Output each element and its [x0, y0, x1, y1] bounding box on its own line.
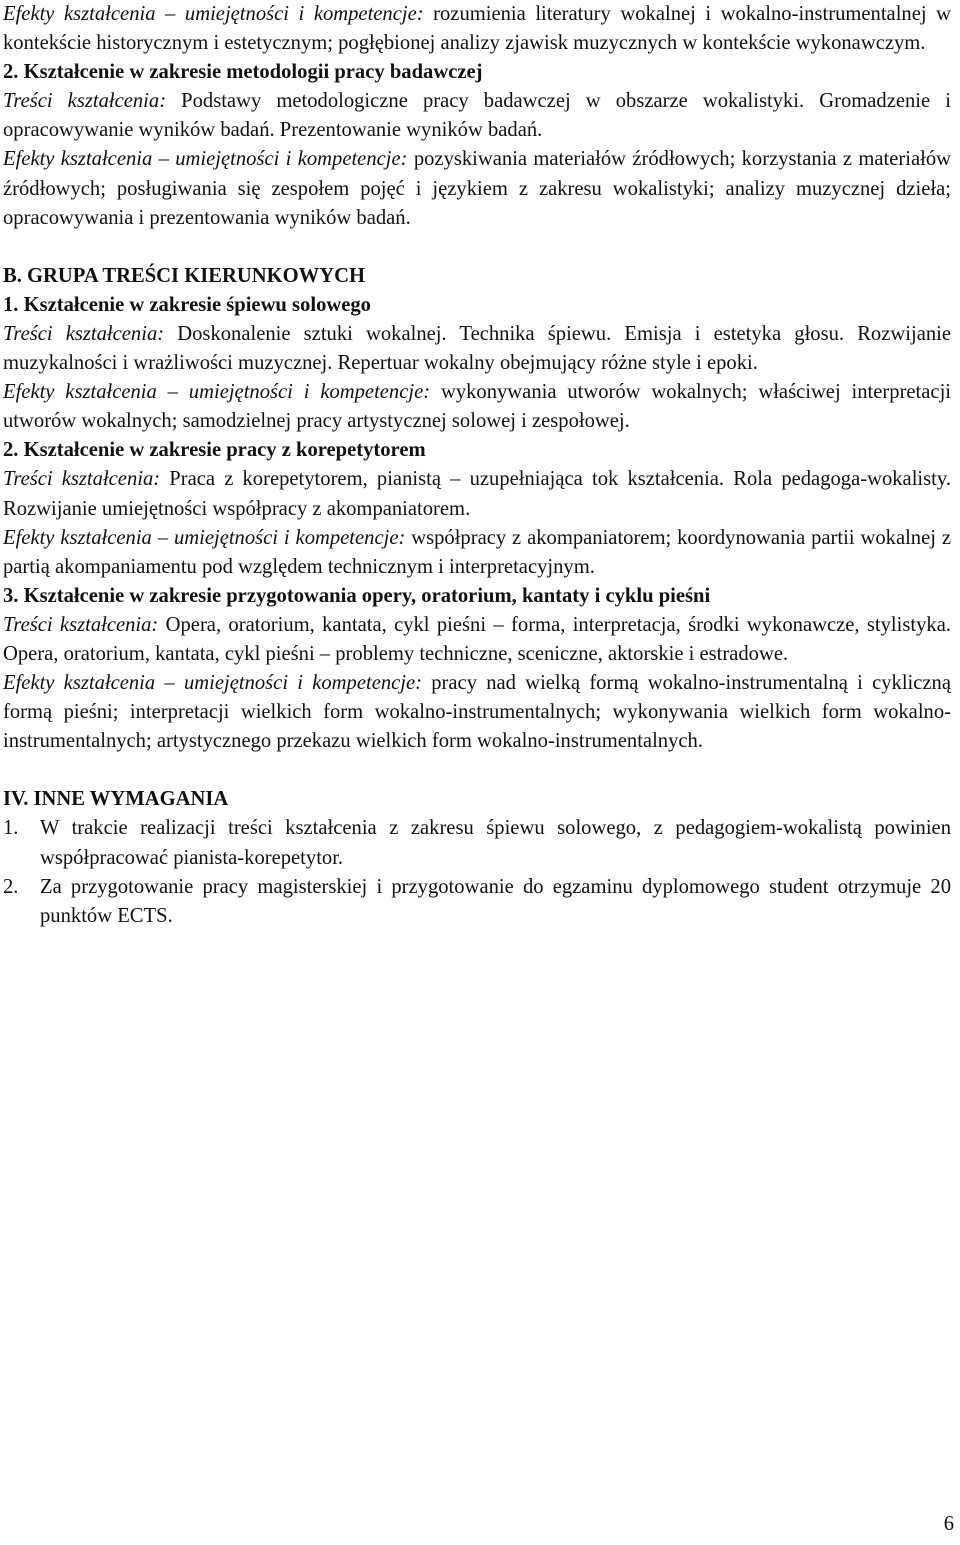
- effects-label: Efekty kształcenia – umiejętności i kompetencje:: [3, 526, 406, 549]
- effects-text: rozumienia literatury wokalnej i wokalno-instrumentalnej w kontekście historycznym i estetycznym; pogłębionej analizy zjawisk muzycznych w kontekście wykonawczym.: [3, 3, 951, 55]
- content-paragraph: [3, 320, 951, 378]
- effects-text: pracy nad wielką formą wokalno-instrumentalną i cykliczną formą pieśni; interpretacji wielkich form wokalno-instrumentalnych; wykonywania wielkich form wokalno-instrumentalnych; artystycznego przekazu wielkich form wokalno-instrumentalnych.: [3, 672, 951, 753]
- spacer: [3, 756, 951, 785]
- group-heading: B. GRUPA TREŚCI KIERUNKOWYCH: [3, 264, 365, 287]
- content-text: Opera, oratorium, kantata, cykl pieśni – forma, interpretacja, środki wykonawcze, stylistyka. Opera, oratorium, kantata, cykl pieśni – problemy techniczne, sceniczne, aktorskie i estradowe.: [3, 613, 951, 665]
- list-item-number: 2.: [3, 875, 19, 898]
- page-number: 6: [943, 1513, 954, 1535]
- effects-text: pozyskiwania materiałów źródłowych; korzystania z materiałów źródłowych; posługiwania się zespołem pojęć i językiem z zakresu wokalistyki; analizy muzycznej dzieła; opracowywania i prezentowania wyników badań.: [3, 148, 952, 229]
- content-paragraph: [3, 611, 951, 669]
- content-label: Treści kształcenia:: [3, 90, 167, 113]
- section-heading: 2. Kształcenie w zakresie metodologii pracy badawczej: [3, 61, 483, 84]
- content-label: Treści kształcenia:: [3, 468, 161, 491]
- list-item: [3, 873, 951, 931]
- section-heading: 2. Kształcenie w zakresie pracy z korepetytorem: [3, 439, 426, 462]
- content-paragraph: [3, 87, 951, 145]
- requirements-list: [3, 814, 951, 930]
- section-heading: 3. Kształcenie w zakresie przygotowania opery, oratorium, kantaty i cyklu pieśni: [3, 584, 711, 607]
- effects-paragraph: [3, 524, 951, 582]
- effects-label: Efekty kształcenia – umiejętności i kompetencje:: [3, 3, 424, 25]
- effects-label: Efekty kształcenia – umiejętności i kompetencje:: [3, 672, 423, 695]
- spacer: [3, 233, 951, 262]
- content-text: Doskonalenie sztuki wokalnej. Technika śpiewu. Emisja i estetyka głosu. Rozwijanie muzykalności i wrażliwości muzycznej. Repertuar wokalny obejmujący różne style i epoki.: [3, 322, 951, 375]
- chapter-heading: IV. INNE WYMAGANIA: [3, 788, 229, 811]
- effects-paragraph: [3, 145, 951, 232]
- content-paragraph: [3, 465, 951, 523]
- list-item-number: 1.: [3, 817, 19, 840]
- effects-text: wykonywania utworów wokalnych; właściwej interpretacji utworów wokalnych; samodzielnej pracy artystycznej solowej i zespołowej.: [3, 381, 952, 433]
- content-label: Treści kształcenia:: [3, 613, 159, 636]
- content-label: Treści kształcenia:: [3, 322, 165, 345]
- effects-paragraph: [3, 378, 951, 436]
- list-item-text: Za przygotowanie pracy magisterskiej i przygotowanie do egzaminu dyplomowego student otrzymuje 20 punktów ECTS.: [40, 875, 951, 927]
- content-text: Podstawy metodologiczne pracy badawczej w obszarze wokalistyki. Gromadzenie i opracowywanie wyników badań. Prezentowanie wyników badań.: [3, 90, 951, 142]
- effects-paragraph: [3, 0, 951, 58]
- content-text: Praca z korepetytorem, pianistą – uzupełniająca tok kształcenia. Rola pedagoga-wokalisty. Rozwijanie umiejętności współpracy z akompaniatorem.: [3, 468, 951, 520]
- list-item-text: W trakcie realizacji treści kształcenia z zakresu śpiewu solowego, z pedagogiem-wokalistą powinien współpracować pianista-korepetytor.: [40, 817, 951, 869]
- effects-paragraph: [3, 669, 951, 756]
- section-heading: 1. Kształcenie w zakresie śpiewu solowego: [3, 293, 371, 316]
- list-item: [3, 814, 951, 872]
- effects-label: Efekty kształcenia – umiejętności i kompetencje:: [3, 381, 431, 404]
- effects-text: współpracy z akompaniatorem; koordynowania partii wokalnej z partią akompaniamentu pod względem technicznym i interpretacyjnym.: [3, 526, 952, 578]
- document-page: [3, 0, 951, 931]
- effects-label: Efekty kształcenia – umiejętności i kompetencje:: [3, 148, 408, 171]
